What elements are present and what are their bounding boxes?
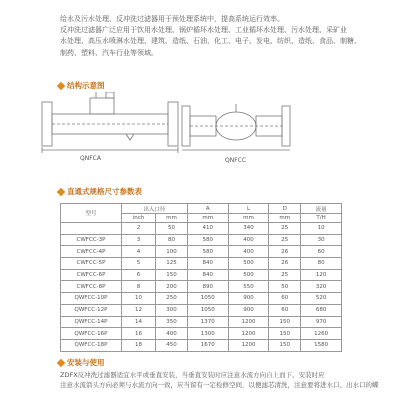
cell-l: 500: [228, 258, 269, 270]
cell-model: QWFCC-14P: [61, 316, 122, 328]
cell-flow: 1580: [301, 339, 342, 351]
cell-model: [61, 223, 122, 235]
cell-model: QWFCC-16P: [61, 328, 122, 340]
cell-inch: 2: [122, 223, 156, 235]
table-row: [61, 281, 342, 293]
cell-inch: 5: [122, 258, 156, 270]
cell-inch: 18: [122, 339, 156, 351]
cell-a: 840: [187, 269, 228, 281]
cell-mm: 300: [156, 304, 188, 316]
cell-l: 400: [228, 246, 269, 258]
cell-a: 1050: [187, 293, 228, 305]
col-header-flow: 流量: [301, 204, 342, 214]
cell-l: 550: [228, 281, 269, 293]
col-unit-d: mm: [269, 214, 301, 223]
cell-d: 60: [269, 304, 301, 316]
section-install-heading: [58, 357, 105, 368]
col-header-inch: inch: [122, 214, 156, 223]
cell-mm: 100: [156, 246, 188, 258]
cell-inch: 8: [122, 281, 156, 293]
cell-mm: 200: [156, 281, 188, 293]
cell-l: 400: [228, 234, 269, 246]
cell-mm: 125: [156, 258, 188, 270]
cell-inch: 10: [122, 293, 156, 305]
cell-model: CWFCC-8P: [61, 281, 122, 293]
cell-a: 1370: [187, 316, 228, 328]
col-unit-l: mm: [228, 214, 269, 223]
intro-line: 制药、塑料、汽车行业等领域。: [60, 48, 158, 57]
cell-model: CWFCC-4P: [61, 246, 122, 258]
cell-l: 1200: [228, 328, 269, 340]
cell-a: 1300: [187, 328, 228, 340]
section-title: 结构示意图: [67, 81, 105, 90]
cell-mm: 400: [156, 328, 188, 340]
cell-d: 150: [269, 316, 301, 328]
diagram-caption-qnfcc: QNFCC: [225, 157, 247, 164]
cell-d: 25: [269, 269, 301, 281]
cell-l: 900: [228, 293, 269, 305]
col-header-port: 出入口径: [122, 204, 188, 214]
intro-line: 反冲洗过滤器广泛应用于饮用水处理、锅炉循环水处理、工业循环水处理、污水处理、采矿业: [60, 26, 347, 35]
cell-d: 26: [269, 246, 301, 258]
cell-d: 25: [269, 234, 301, 246]
filter-diagram-qnfcc: [178, 98, 294, 156]
cell-a: 1670: [187, 339, 228, 351]
table-row: [61, 339, 342, 351]
cell-d: 150: [269, 339, 301, 351]
table-row: [61, 316, 342, 328]
filter-diagram-qnfca: [36, 92, 184, 154]
cell-a: 580: [187, 234, 228, 246]
section-title: 直通式规格尺寸参数表: [67, 187, 142, 196]
cell-a: 410: [187, 223, 228, 235]
intro-line: 给水及污水处理、反冲洗过滤器用于预处理系统中，提高系统运行效率。: [60, 15, 284, 23]
col-header-l: L: [228, 204, 269, 214]
cell-d: 50: [269, 281, 301, 293]
table-row: [61, 246, 342, 258]
cell-flow: 520: [301, 293, 342, 305]
cell-inch: 3: [122, 234, 156, 246]
cell-mm: 80: [156, 234, 188, 246]
table-row: [61, 304, 342, 316]
cell-flow: 80: [301, 258, 342, 270]
col-header-model: 型号: [61, 204, 122, 223]
cell-model: QWFCC-12P: [61, 304, 122, 316]
cell-l: 1200: [228, 339, 269, 351]
cell-l: 1200: [228, 316, 269, 328]
cell-flow: 970: [301, 316, 342, 328]
cell-flow: 1260: [301, 328, 342, 340]
cell-flow: 60: [301, 246, 342, 258]
table-row: [61, 223, 342, 235]
cell-d: 26: [269, 258, 301, 270]
col-header-d: D: [269, 204, 301, 214]
cell-inch: 4: [122, 246, 156, 258]
intro-line: 水处理、高压水喷淋水处理、建筑、造纸、石油、化工、电子、发电、纺织、造纸、食品、制糖、: [60, 37, 361, 46]
table-row: [61, 269, 342, 281]
col-unit-flow: T/H: [301, 214, 342, 223]
cell-a: 840: [187, 258, 228, 270]
cell-model: CWFCC-3P: [61, 234, 122, 246]
cell-inch: 16: [122, 328, 156, 340]
install-line: 注意水流箭头方向必须与水流方向一致，应当留有一定检修空间，以便滤芯清洗，注意要将进水口、出水口的蝶: [60, 381, 379, 389]
install-line: ZDFX反冲洗过滤器适宜水平或垂直安装，当垂直安装时应注意水流方向自上而下，安装时应: [60, 371, 325, 379]
cell-l: 900: [228, 304, 269, 316]
table-row: [61, 258, 342, 270]
cell-flow: 320: [301, 281, 342, 293]
cell-mm: 150: [156, 269, 188, 281]
cell-l: 500: [228, 269, 269, 281]
diagram-caption-qnfca: QNFCA: [80, 155, 101, 162]
intro-text: [60, 14, 390, 59]
cell-model: CWFCC-5P: [61, 258, 122, 270]
cell-mm: 350: [156, 316, 188, 328]
cell-d: 150: [269, 328, 301, 340]
col-header-a: A: [187, 204, 228, 214]
cell-l: 340: [228, 223, 269, 235]
diamond-bullet-icon: [57, 81, 65, 89]
spec-table: [60, 203, 342, 352]
diamond-bullet-icon: [57, 187, 65, 195]
cell-inch: 14: [122, 316, 156, 328]
col-header-mm: mm: [156, 214, 188, 223]
cell-inch: 6: [122, 269, 156, 281]
cell-a: 1050: [187, 304, 228, 316]
section-structure-heading: [58, 80, 105, 91]
table-row: [61, 293, 342, 305]
cell-model: QWFCC-10P: [61, 293, 122, 305]
cell-a: 890: [187, 281, 228, 293]
cell-flow: 30: [301, 234, 342, 246]
cell-d: 60: [269, 293, 301, 305]
cell-inch: 12: [122, 304, 156, 316]
cell-mm: 250: [156, 293, 188, 305]
section-title: 安装与使用: [67, 358, 105, 367]
cell-flow: 680: [301, 304, 342, 316]
cell-model: CWFCC-6P: [61, 269, 122, 281]
diamond-bullet-icon: [57, 358, 65, 366]
cell-a: 580: [187, 246, 228, 258]
cell-mm: 50: [156, 223, 188, 235]
cell-d: 25: [269, 223, 301, 235]
cell-flow: 10: [301, 223, 342, 235]
cell-model: QWFCC-18P: [61, 339, 122, 351]
cell-flow: 120: [301, 269, 342, 281]
cell-mm: 450: [156, 339, 188, 351]
col-unit-a: mm: [187, 214, 228, 223]
table-row: [61, 234, 342, 246]
section-table-heading: [58, 186, 142, 197]
table-row: [61, 328, 342, 340]
install-text: [60, 370, 390, 390]
